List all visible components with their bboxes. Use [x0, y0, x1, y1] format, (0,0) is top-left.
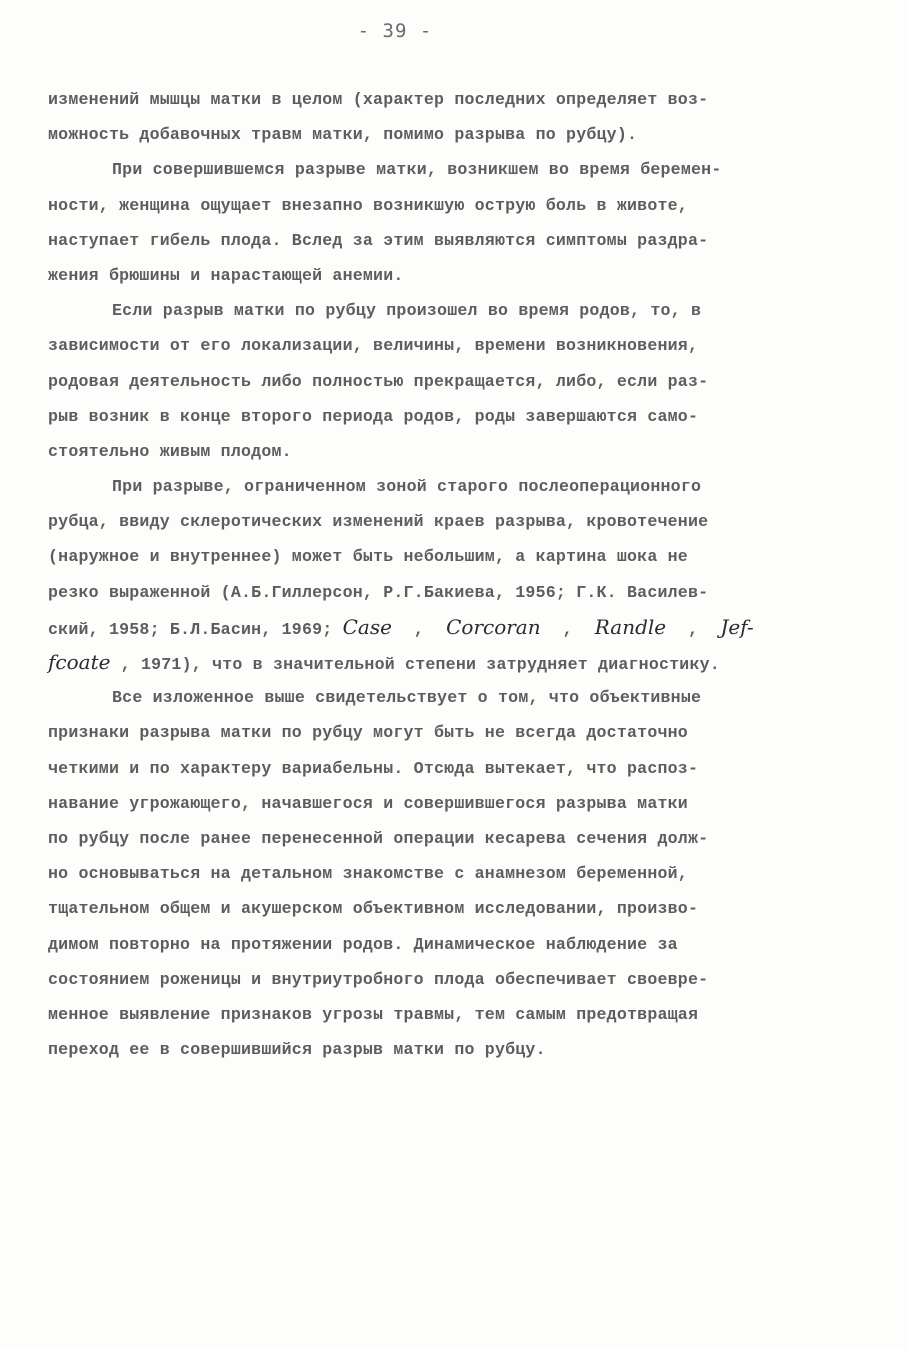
handwritten-randle: Randle — [594, 614, 667, 639]
text-line: но основываться на детальном знакомстве с анамнезом беременной, — [48, 864, 688, 884]
text-line: менное выявление признаков угрозы травмы, тем самым предотвращая — [48, 1004, 699, 1024]
text-line: тщательном общем и акушерском объективном исследовании, произво- — [48, 899, 699, 919]
paragraph-start-line — [48, 293, 868, 328]
text-line: состоянием роженицы и внутриутробного плода обеспечивает своевре- — [48, 969, 709, 989]
text-line: признаки разрыва матки по рубцу могут быть не всегда достаточно — [48, 723, 688, 743]
text-line: ности, женщина ощущает внезапно возникшую острую боль в животе, — [48, 195, 688, 215]
text-line: навание угрожающего, начавшегося и совершившегося разрыва матки — [48, 793, 688, 813]
text-line: стоятельно живым плодом. — [48, 441, 292, 461]
text-line: димом повторно на протяжении родов. Динамическое наблюдение за — [48, 934, 678, 954]
citation-line — [48, 610, 868, 645]
text-line: можность добавочных травм матки, помимо разрыва по рубцу). — [48, 125, 638, 145]
body-text — [48, 82, 868, 1067]
text-line: рыв возник в конце второго периода родов, роды завершаются само- — [48, 406, 699, 426]
text-line: Если разрыв матки по рубцу произошел во время родов, то, в — [112, 301, 702, 321]
text-line: наступает гибель плода. Вслед за этим выявляются симптомы раздра- — [48, 230, 709, 250]
text-line: резко выраженной (А.Б.Гиллерсон, Р.Г.Бакиева, 1956; Г.К. Василев- — [48, 582, 709, 602]
paragraph-start-line — [48, 469, 868, 504]
separator: , — [562, 619, 573, 639]
separator: , — [688, 619, 699, 639]
text-line: изменений мышцы матки в целом (характер последних определяет воз- — [48, 90, 709, 109]
text-line: по рубцу после ранее перенесенной операции кесарева сечения долж- — [48, 828, 709, 848]
text-line: Все изложенное выше свидетельствует о том, что объективные — [112, 688, 702, 708]
separator: , — [413, 619, 425, 639]
text-line: четкими и по характеру вариабельны. Отсюда вытекает, что распоз- — [48, 758, 699, 778]
text-line: зависимости от его локализации, величины, времени возникновения, — [48, 336, 699, 356]
handwritten-case: Case — [342, 614, 392, 639]
text-line: , 1971), что в значительной степени затрудняет диагностику. — [120, 655, 720, 674]
handwritten-jef: Jef- — [720, 614, 754, 639]
citation-line-2 — [48, 645, 868, 680]
text-line: (наружное и внутреннее) может быть небольшим, а картина шока не — [48, 547, 688, 567]
text-line: При разрыве, ограниченном зоной старого послеоперационного — [112, 477, 702, 497]
handwritten-corcoran: Corcoran — [446, 614, 541, 639]
text-line: жения брюшины и нарастающей анемии. — [48, 265, 404, 285]
text-line: ский, 1958; Б.Л.Басин, 1969; — [48, 619, 333, 639]
text-line: При совершившемся разрыве матки, возникшем во время беремен- — [112, 160, 722, 180]
page-number: - 39 - — [357, 20, 433, 42]
text-line: рубца, ввиду склеротических изменений краев разрыва, кровотечение — [48, 512, 709, 532]
handwritten-fcoate: fcoate — [48, 650, 111, 674]
paragraph-start-line — [48, 152, 868, 187]
text-line: переход ее в совершившийся разрыв матки по рубцу. — [48, 1040, 546, 1060]
paragraph-start-line — [48, 680, 868, 715]
text-line: родовая деятельность либо полностью прекращается, либо, если раз- — [48, 371, 709, 391]
